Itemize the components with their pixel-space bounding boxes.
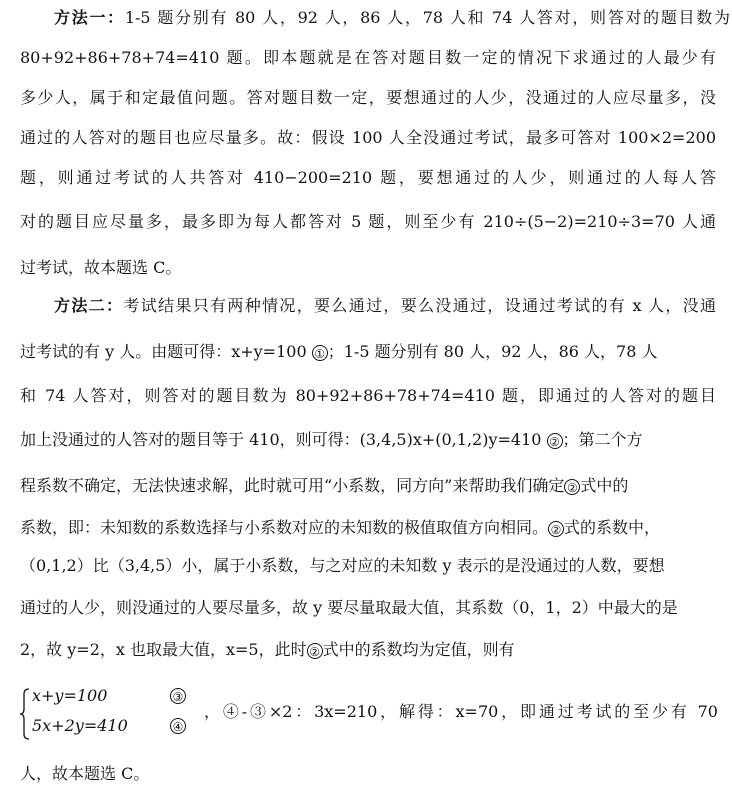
circled-2-ref-a: ② xyxy=(564,479,580,495)
circled-2-ref-c: ② xyxy=(307,643,323,659)
method1-label: 方法一： xyxy=(54,8,125,27)
left-brace-icon xyxy=(20,688,30,740)
method2-text-6b: 式的系数中， xyxy=(564,518,661,537)
method2-last-line: 人，故本题选 C。 xyxy=(20,764,150,783)
method2-line-5 xyxy=(20,476,716,496)
method2-line-9 xyxy=(20,640,716,660)
method2-text-1: 考试结果只有两种情况，要么通过，要么没通过，设通过考试的有 x 人，没通 xyxy=(123,296,716,315)
method1-line-5: 题，则通过考试的人共答对 410−200=210 题，要想通过的人少，则通过的人每人答 xyxy=(20,168,716,187)
system-solution-text: ，④-③×2：3x=210，解得：x=70，即通过考试的至少有 70 xyxy=(204,702,718,721)
method2-text-5a: 程系数不确定，无法快速求解，此时就可用“小系数，同方向”来帮助我们确定 xyxy=(20,476,565,495)
equation-system xyxy=(20,686,720,744)
method2-line-8: 通过的人少，则没通过的人要尽量多，故 y 要尽量取最大值，其系数（0，1，2）中最大的是 xyxy=(20,598,678,617)
method2-text-6a: 系数，即：未知数的系数选择与小系数对应的未知数的极值取值方向相同。 xyxy=(20,518,549,537)
method2-line-3: 和 74 人答对，则答对的题目数为 80+92+86+78+74=410 题，即通过的人答对的题目 xyxy=(20,386,716,405)
circled-2-ref-b: ② xyxy=(548,521,564,537)
method1-line-1 xyxy=(20,8,730,28)
method2-line-4 xyxy=(20,430,716,450)
method2-text-4a: 加上没通过的人答对的题目等于 410，则可得：(3,4,5)x+(0,1,2)y=410 xyxy=(20,430,542,449)
method1-text-1: 1-5 题分别有 80 人，92 人，86 人，78 人和 74 人答对，则答对的题目数为 xyxy=(124,8,730,27)
method2-text-2b: ；1-5 题分别有 80 人，92 人，86 人，78 人 xyxy=(327,342,658,361)
method1-line-4: 通过的人答对的题目也应尽量多。故：假设 100 人全没通过考试，最多可答对 100×2=200 xyxy=(20,128,716,147)
method2-line-2 xyxy=(20,342,716,362)
method2-line-1 xyxy=(20,296,716,316)
circled-2: ② xyxy=(547,433,563,449)
method2-text-2a: 过考试的有 y 人。由题可得：x+y=100 xyxy=(20,342,307,361)
circled-1: ① xyxy=(312,345,328,361)
method2-line-7: （0,1,2）比（3,4,5）小，属于小系数，与之对应的未知数 y 表示的是没通过的人数，要想 xyxy=(20,556,665,575)
circled-4: ④ xyxy=(170,718,186,734)
method1-line-6: 对的题目应尽量多，最多即为每人都答对 5 题，则至少有 210÷(5−2)=210÷3=70 人通 xyxy=(20,212,716,231)
method2-text-4b: ；第二个方 xyxy=(562,430,643,449)
method2-text-9a: 2，故 y=2，x 也取最大值，x=5，此时 xyxy=(20,640,307,659)
equation-4: 5x+2y=410 xyxy=(32,716,128,735)
method2-line-6 xyxy=(20,518,716,538)
method2-text-9b: 式中的系数均为定值，则有 xyxy=(322,640,515,659)
method1-line-2: 80+92+86+78+74=410 题。即本题就是在答对题目数一定的情况下求通过的人最少有 xyxy=(20,48,716,67)
equation-3: x+y=100 xyxy=(32,686,108,705)
method2-label: 方法二： xyxy=(54,296,124,315)
method2-text-5b: 式中的 xyxy=(580,476,629,495)
method1-line-3: 多少人，属于和定最值问题。答对题目数一定，要想通过的人少，没通过的人应尽量多，没 xyxy=(20,88,716,107)
circled-3: ③ xyxy=(170,688,186,704)
method1-line-7: 过考试，故本题选 C。 xyxy=(20,258,182,277)
